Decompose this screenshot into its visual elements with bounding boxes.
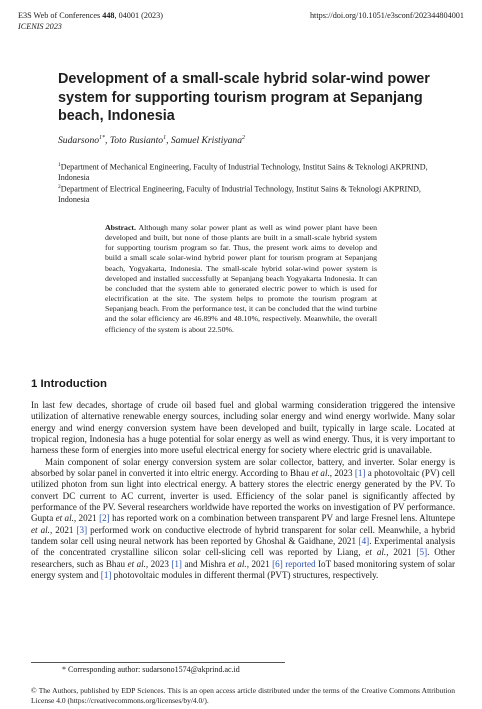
text-run: 2021 — [388, 547, 417, 558]
abstract-text: Although many solar power plant as well as wind power plant have been developed and built, but none of those plants are built in a small-scale hybrid system for supporting tourism program so far. Thus, the present work aims to develop and build a small scale solar-wind hybrid power plant for tourism program at Sepanjang beach, Yogyakarta, Indonesia. The small-scale hybrid solar-wind power system is developed and installed successfully at Sepanjang beach Yogyakarta Indonesia. It can be concluded that the system able to generated electric power to which is used for electrification at the site. The system helps to promote the tourism program at Sepanjang beach. From the performance test, it can be concluded that the wind turbine and the solar efficiency are 46.89% and 48.10%, respectively. Meanwhile, the overall efficiency of the system is about 22.50%. — [105, 223, 377, 334]
et-al: et al., — [228, 558, 249, 569]
citation-link[interactable]: [6] — [272, 558, 283, 569]
article-number: , 04001 (2023) — [114, 11, 163, 20]
author-3-sup: 2 — [242, 135, 246, 141]
section-heading — [31, 378, 107, 390]
citation-link[interactable]: [1] — [354, 468, 366, 479]
journal-volume: 448 — [102, 11, 115, 20]
citation-link[interactable]: [4] — [358, 536, 370, 547]
affiliation-1 — [58, 160, 430, 184]
journal-line — [18, 10, 163, 21]
citation-link[interactable]: [5] — [416, 547, 428, 558]
affiliation-2-text: Department of Electrical Engineering, Faculty of Industrial Technology, Institut Sains & Teknologi AKPRIND, Indonesia — [58, 184, 421, 205]
text-run: has reported work on a combination between transparent PV and large Fresnel lens. Altuntepe — [109, 513, 455, 524]
abstract — [105, 223, 377, 335]
author-list — [58, 135, 245, 146]
conference-name: ICENIS 2023 — [18, 22, 62, 31]
body-text — [31, 400, 455, 582]
citation-link[interactable]: [3] — [76, 524, 88, 535]
text-run: Main component of solar energy conversion system are solar collector, battery, and inverter. Solar energy is absorbed by solar panel in converted it into eltric energy. According to Bhau — [31, 456, 455, 479]
affiliation-1-sup: 1 — [58, 162, 61, 168]
et-al: et al., — [365, 547, 389, 558]
text-run: IoT based monitoring system of solar energy system and — [31, 558, 456, 581]
affiliation-1-text: Department of Mechanical Engineering, Faculty of Industrial Technology, Institut Sains & Teknologi AKPRIND, Indonesia — [58, 162, 428, 183]
text-run: a photovoltaic (PV) cell utilized photon from sun light into electrical energy. A battery stores the electric energy generated by the PV. To convert DC current to AC current, inverter is used. Efficiency of the solar panel is significantly affected by performance of the PV. Several researchers worldwide have reported the works on investigation of PV performance. Gupta — [31, 468, 455, 524]
text-run: and Mishra — [181, 558, 229, 569]
text-run: 2021 — [52, 524, 77, 535]
section-title: Introduction — [40, 378, 107, 390]
text-run: 2021 — [248, 558, 273, 569]
text-run: . Other researchers, such as Bhau — [31, 547, 455, 569]
text-run: photovoltaic modules in different thermal (PVT) structures, respectively. — [111, 570, 379, 581]
text-run: 2021 — [76, 513, 100, 524]
page-header — [18, 10, 464, 32]
text-run: 2023 — [148, 558, 172, 569]
paragraph-2 — [31, 457, 455, 582]
citation-link[interactable]: [2] — [99, 513, 110, 524]
et-al: et al., — [31, 524, 53, 535]
license-notice: © The Authors, published by EDP Sciences. This is an open access article distributed under the terms of the Creative Commons Attribution License 4.0 (https://creativecommons.org/licenses/by/4.0/). — [31, 686, 455, 705]
text-run: ., 2023 — [327, 468, 355, 479]
paragraph-1: In last few decades, shortage of crude oil based fuel and global warming consideration triggered the intensive utilization of alternative renewable energy sources, including solar energy and wind energy worlwide. Many solar energy and wind energy conversion system have been developed and built, typically in large scale. Located at tropical region, Indonesia has a huge potential for solar energy as well as wind energy. Thus, it is very important to harness these form of energies into more useful electrical energy for society where electric grid is unavailable. — [31, 400, 455, 456]
abstract-label: Abstract. — [105, 223, 136, 232]
citation-link[interactable]: [1] — [171, 558, 182, 569]
citation-link[interactable]: [1] — [100, 570, 112, 581]
doi-link[interactable]: https://doi.org/10.1051/e3sconf/202344804001 — [309, 11, 464, 20]
paper-title: Development of a small-scale hybrid solar-wind power system for supporting tourism program at Sepanjang beach, Indonesia — [58, 71, 430, 124]
journal-name: E3S Web of Conferences — [18, 11, 101, 20]
et-al: et al., — [127, 558, 149, 569]
text-run: . Experimental analysis of the concentrated crystalline silicon solar cell-slicing cell was reported by Liang, — [31, 536, 455, 558]
author-3: , Samuel Kristiyana — [166, 135, 243, 147]
author-2-sup: 1 — [163, 135, 167, 141]
author-1-sup: 1* — [99, 135, 106, 141]
reported-link[interactable]: reported — [285, 558, 316, 569]
section-number: 1 — [31, 378, 38, 390]
et-al: et al — [311, 468, 328, 479]
affiliation-2-sup: 2 — [58, 184, 61, 190]
author-1: Sudarsono — [58, 135, 100, 147]
corresponding-author-footnote: * Corresponding author: sudarsono1574@akprind.ac.id — [62, 665, 240, 674]
footnote-divider — [31, 662, 285, 663]
et-al: et al., — [55, 513, 77, 524]
affiliation-2 — [58, 182, 430, 206]
text-run: performed work on conductive electrode of hybrid transparent for solar cell. Meanwhile, a hybrid tandem solar cell using neural network has been reported by Ghoshal & Gaidhane, 2021 — [31, 524, 455, 547]
author-2: , Toto Rusianto — [105, 135, 164, 147]
